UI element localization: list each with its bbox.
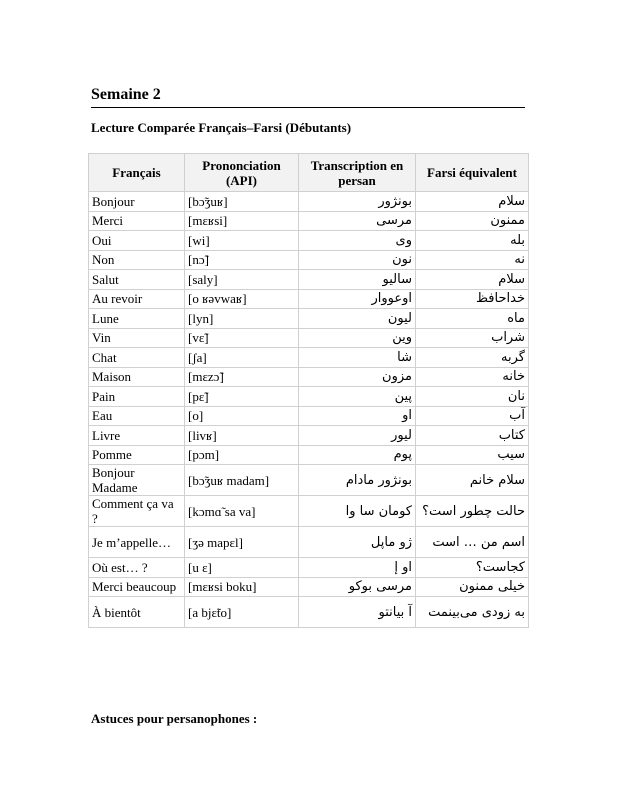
table-row: [89, 406, 529, 426]
cell-french: Où est… ?: [89, 558, 185, 578]
cell-ipa: [livʁ]: [185, 426, 299, 446]
cell-french: Eau: [89, 406, 185, 426]
cell-farsi: سلام: [416, 192, 529, 212]
table-row: [89, 465, 529, 496]
table-row: [89, 309, 529, 329]
title-divider: [91, 107, 525, 108]
table-body: [89, 192, 529, 628]
cell-french: Livre: [89, 426, 185, 446]
cell-farsi: کتاب: [416, 426, 529, 446]
cell-farsi: اسم من … است: [416, 527, 529, 558]
cell-farsi: کجاست؟: [416, 558, 529, 578]
cell-transcription: بونژور مادام: [299, 465, 416, 496]
cell-farsi: نه: [416, 250, 529, 270]
cell-farsi: ماه: [416, 309, 529, 329]
subtitle: Lecture Comparée Français–Farsi (Débutants): [91, 120, 352, 135]
cell-ipa: [mɛzɔ̃]: [185, 367, 299, 387]
cell-french: Bonjour: [89, 192, 185, 212]
cell-transcription: کومان سا وا: [299, 496, 416, 527]
cell-transcription: وین: [299, 328, 416, 348]
cell-farsi: حالت چطور است؟: [416, 496, 529, 527]
cell-ipa: [vɛ̃]: [185, 328, 299, 348]
cell-farsi: بله: [416, 231, 529, 251]
cell-ipa: [bɔ̃ʒuʁ madam]: [185, 465, 299, 496]
cell-french: Comment ça va ?: [89, 496, 185, 527]
cell-ipa: [pɔm]: [185, 445, 299, 465]
tips-heading: Astuces pour persanophones :: [91, 711, 258, 726]
cell-ipa: [u ɛ]: [185, 558, 299, 578]
table-row: [89, 577, 529, 597]
cell-ipa: [a bjɛ̃to]: [185, 597, 299, 628]
cell-transcription: او: [299, 406, 416, 426]
cell-farsi: آب: [416, 406, 529, 426]
table-row: [89, 496, 529, 527]
cell-transcription: مرسی بوکو: [299, 577, 416, 597]
cell-transcription: لیون: [299, 309, 416, 329]
cell-transcription: نون: [299, 250, 416, 270]
cell-transcription: پوم: [299, 445, 416, 465]
cell-farsi: شراب: [416, 328, 529, 348]
cell-ipa: [pɛ̃]: [185, 387, 299, 407]
cell-farsi: گربه: [416, 348, 529, 368]
cell-french: Merci beaucoup: [89, 577, 185, 597]
cell-french: Vin: [89, 328, 185, 348]
table-row: [89, 597, 529, 628]
cell-french: Salut: [89, 270, 185, 290]
cell-french: Oui: [89, 231, 185, 251]
table-row: [89, 348, 529, 368]
cell-farsi: سلام: [416, 270, 529, 290]
cell-farsi: خداحافظ: [416, 289, 529, 309]
cell-french: Je m’appelle…: [89, 527, 185, 558]
cell-ipa: [saly]: [185, 270, 299, 290]
table-row: [89, 211, 529, 231]
table-row: [89, 527, 529, 558]
cell-french: Bonjour Madame: [89, 465, 185, 496]
table-row: [89, 231, 529, 251]
cell-french: Lune: [89, 309, 185, 329]
cell-transcription: آ بیانتو: [299, 597, 416, 628]
cell-french: Merci: [89, 211, 185, 231]
header-ipa: Prononciation (API): [185, 154, 299, 192]
table-row: [89, 289, 529, 309]
cell-farsi: سلام خانم: [416, 465, 529, 496]
cell-transcription: پین: [299, 387, 416, 407]
cell-farsi: خانه: [416, 367, 529, 387]
cell-french: Non: [89, 250, 185, 270]
cell-ipa: [kɔmɑ̃ sa va]: [185, 496, 299, 527]
cell-french: À bientôt: [89, 597, 185, 628]
cell-ipa: [nɔ̃]: [185, 250, 299, 270]
cell-transcription: او إ: [299, 558, 416, 578]
cell-transcription: لیور: [299, 426, 416, 446]
table-row: [89, 192, 529, 212]
table-row: [89, 250, 529, 270]
cell-ipa: [mɛʁsi]: [185, 211, 299, 231]
cell-farsi: سیب: [416, 445, 529, 465]
cell-ipa: [o ʁəvwaʁ]: [185, 289, 299, 309]
cell-transcription: شا: [299, 348, 416, 368]
header-transcription: Transcription en persan: [299, 154, 416, 192]
cell-french: Chat: [89, 348, 185, 368]
table-row: [89, 387, 529, 407]
cell-transcription: اوعووار: [299, 289, 416, 309]
cell-transcription: مزون: [299, 367, 416, 387]
cell-ipa: [ʃa]: [185, 348, 299, 368]
cell-ipa: [o]: [185, 406, 299, 426]
cell-french: Pain: [89, 387, 185, 407]
cell-farsi: خیلی ممنون: [416, 577, 529, 597]
table-row: [89, 270, 529, 290]
cell-ipa: [ʒə mapɛl]: [185, 527, 299, 558]
cell-ipa: [bɔ̃ʒuʁ]: [185, 192, 299, 212]
cell-farsi: نان: [416, 387, 529, 407]
cell-transcription: مرسی: [299, 211, 416, 231]
cell-ipa: [mɛʁsi boku]: [185, 577, 299, 597]
week-title: Semaine 2: [91, 86, 161, 103]
cell-french: Au revoir: [89, 289, 185, 309]
cell-transcription: وی: [299, 231, 416, 251]
cell-transcription: بونژور: [299, 192, 416, 212]
table-row: [89, 367, 529, 387]
vocabulary-table: [88, 153, 529, 628]
table-row: [89, 328, 529, 348]
table-header-row: [89, 154, 529, 192]
cell-french: Pomme: [89, 445, 185, 465]
header-french: Français: [89, 154, 185, 192]
cell-transcription: ژو ماپل: [299, 527, 416, 558]
cell-farsi: به زودی می‌بینمت: [416, 597, 529, 628]
cell-farsi: ممنون: [416, 211, 529, 231]
table-row: [89, 426, 529, 446]
table-row: [89, 558, 529, 578]
cell-ipa: [wi]: [185, 231, 299, 251]
header-farsi: Farsi équivalent: [416, 154, 529, 192]
cell-ipa: [lyn]: [185, 309, 299, 329]
cell-transcription: سالیو: [299, 270, 416, 290]
cell-french: Maison: [89, 367, 185, 387]
table-row: [89, 445, 529, 465]
